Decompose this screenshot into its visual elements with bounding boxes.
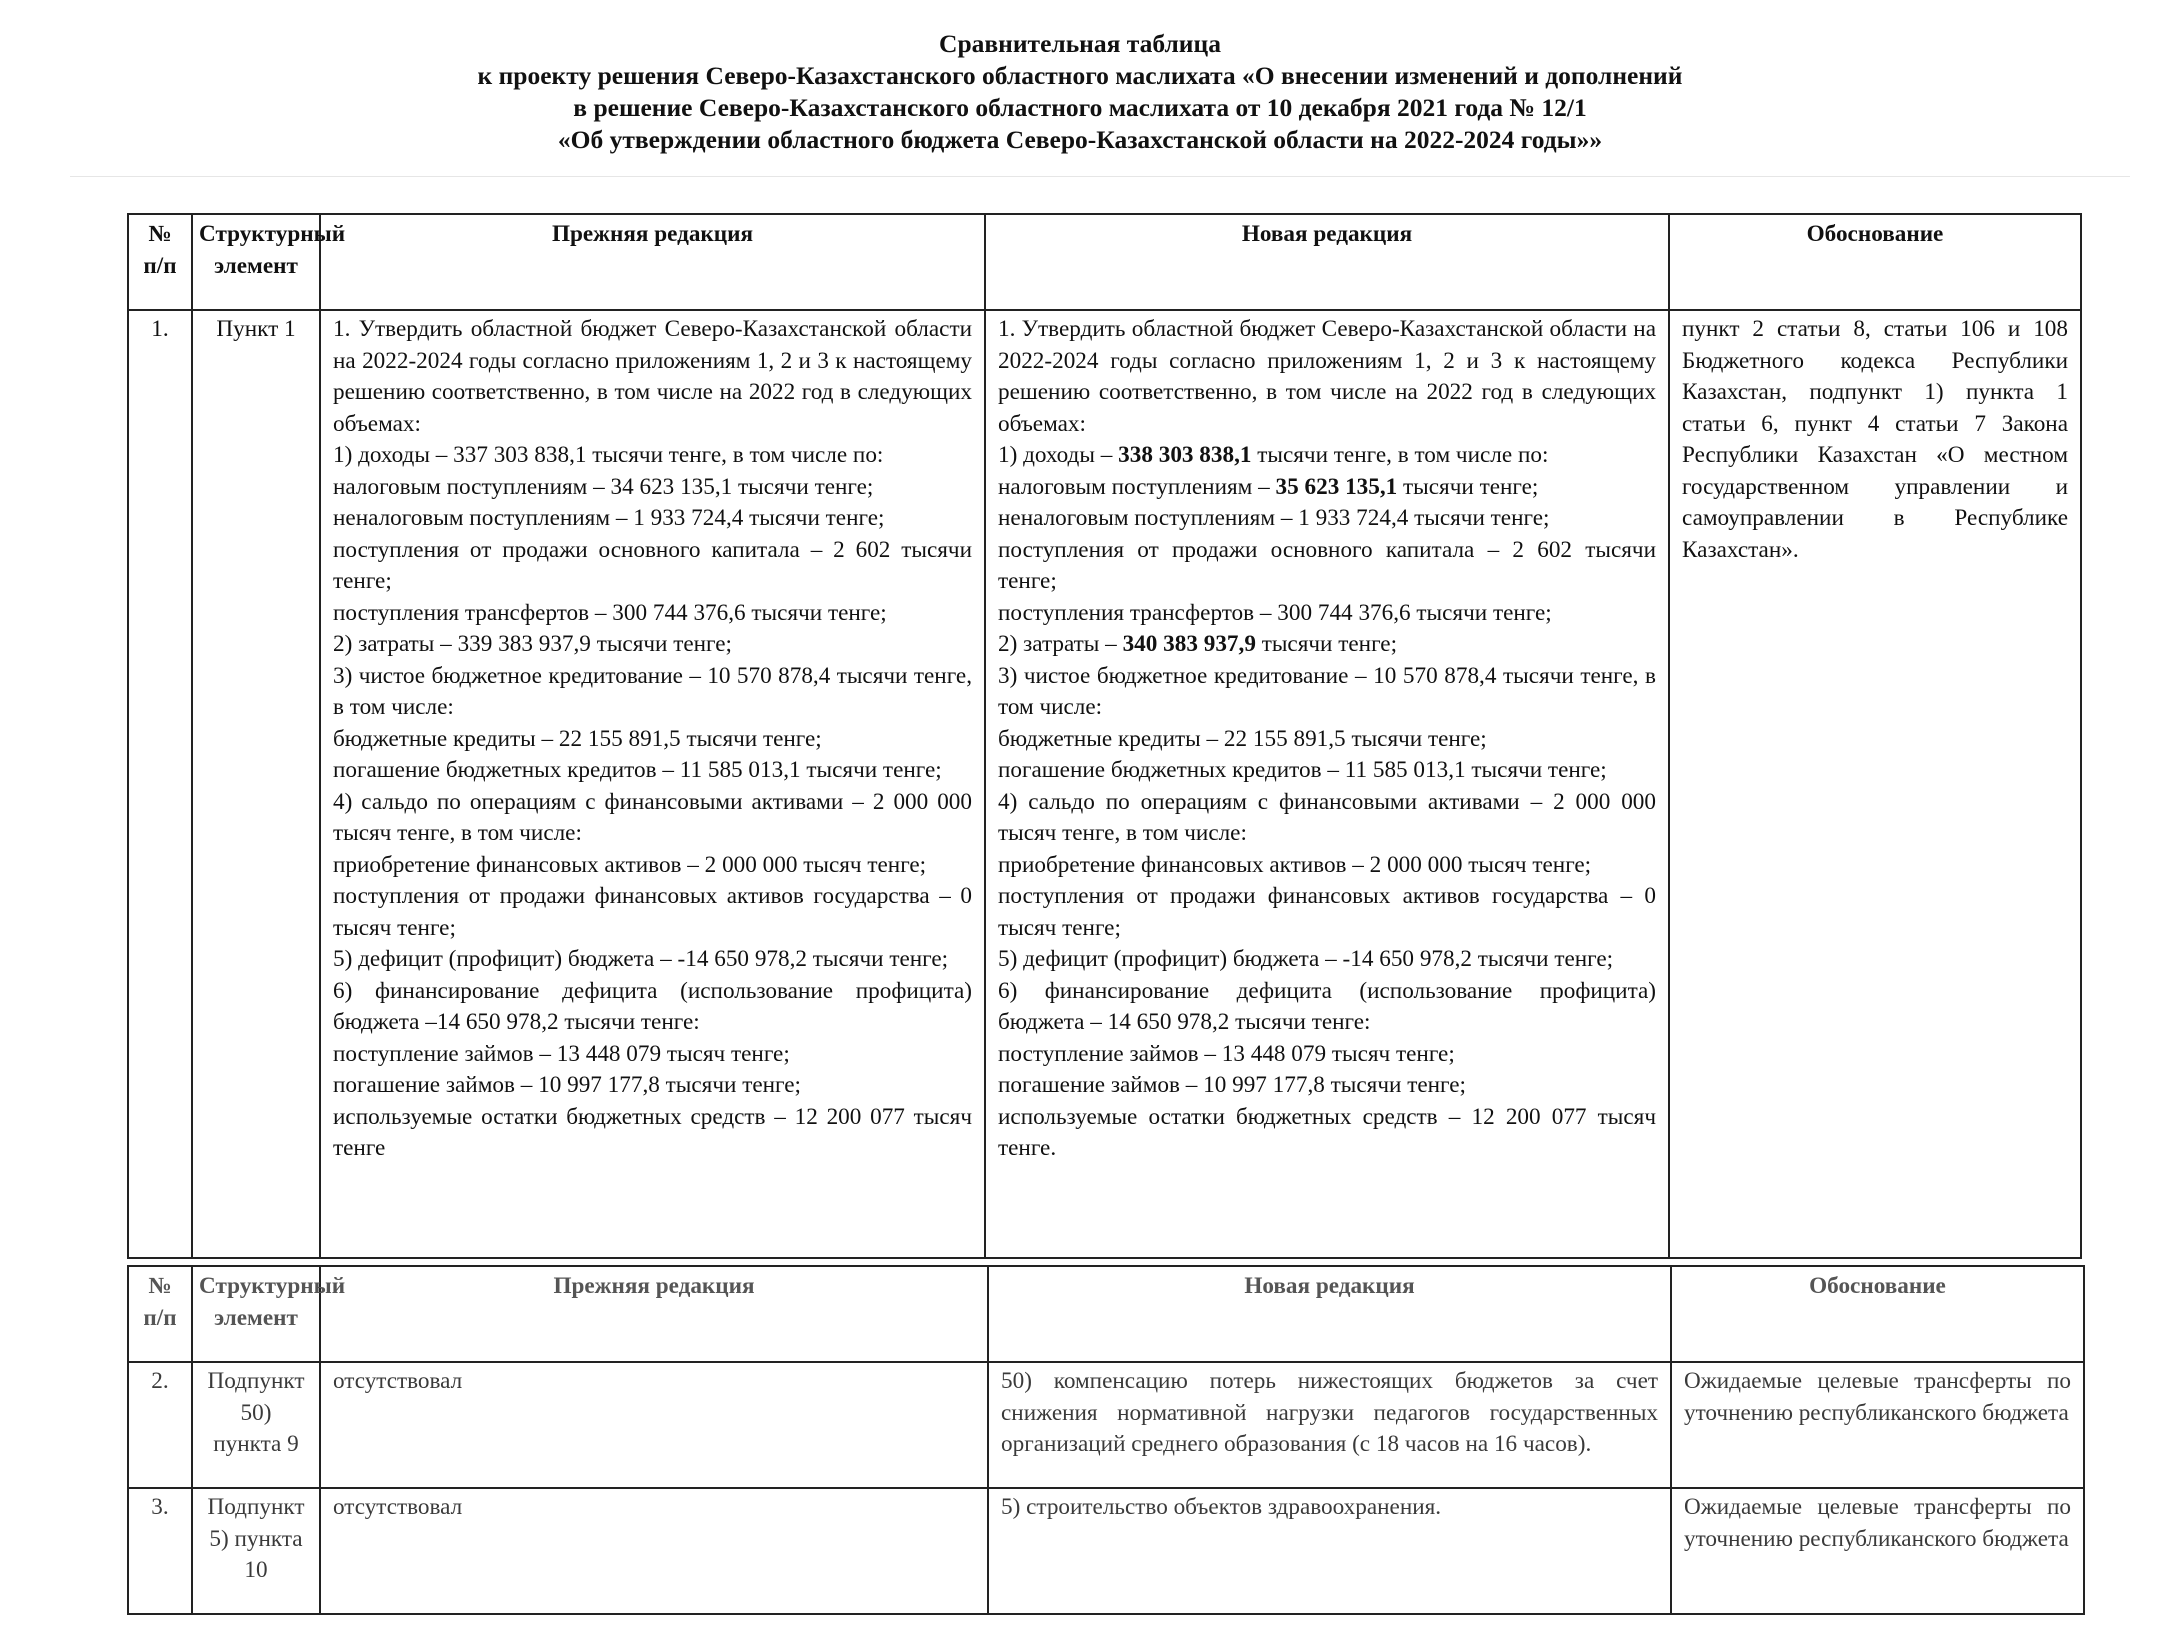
reason-text: пункт 2 статьи 8, статьи 106 и 108 Бюджетного кодекса Республики Казахстан, подпункт 1) пункта 1 статьи 6, пункт 4 статьи 7 Закона Республики Казахстан «О местном государственном управлении и самоуправлении в Республике Казахстан». xyxy=(1682,316,2068,563)
reason-text: Ожидаемые целевые трансферты по уточнению республиканского бюджета xyxy=(1684,1368,2071,1426)
old-edition-cell xyxy=(320,310,985,1258)
new-edition-cell xyxy=(988,1488,1671,1614)
old-line: приобретение финансовых активов – 2 000 000 тысяч тенге; xyxy=(333,851,927,878)
header-new: Новая редакция xyxy=(988,1266,1671,1362)
old-line: налоговым поступлениям – 34 623 135,1 тысячи тенге; xyxy=(333,473,874,500)
header-row xyxy=(128,214,2081,310)
new-line: 3) чистое бюджетное кредитование – 10 570 878,4 тысячи тенге, в том числе: xyxy=(998,662,1656,720)
comparison-table-part-1 xyxy=(127,213,2082,1259)
new-line: используемые остатки бюджетных средств – 12 200 077 тысяч тенге. xyxy=(998,1103,1656,1161)
new-line: 5) дефицит (профицит) бюджета – -14 650 978,2 тысячи тенге; xyxy=(998,946,1614,972)
reason-text: Ожидаемые целевые трансферты по уточнению республиканского бюджета xyxy=(1684,1494,2071,1552)
old-line: поступления от продажи основного капитала – 2 602 тысячи тенге; xyxy=(333,536,972,594)
text-span: 2) затраты – xyxy=(998,631,1123,657)
row-struct: Пункт 1 xyxy=(192,310,320,1258)
table-row xyxy=(128,1488,2084,1614)
new-line: неналоговым поступлениям – 1 933 724,4 тысячи тенге; xyxy=(998,505,1550,531)
header-num: № п/п xyxy=(128,1266,192,1362)
text-span: налоговым поступлениям – xyxy=(998,473,1276,500)
new-edition-cell xyxy=(985,310,1669,1258)
changed-value: 338 303 838,1 xyxy=(1118,442,1252,468)
old-edition-cell: отсутствовал xyxy=(320,1488,988,1614)
old-line: поступления от продажи финансовых активов государства – 0 тысяч тенге; xyxy=(333,883,972,941)
new-text: 50) компенсацию потерь нижестоящих бюджетов за счет снижения нормативной нагрузки педагогов государственных организаций среднего образования (с 18 часов на 16 часов). xyxy=(1001,1368,1658,1457)
new-line-costs xyxy=(998,629,1656,661)
changed-value: 340 383 937,9 xyxy=(1122,631,1256,657)
new-line: поступления от продажи основного капитала – 2 602 тысячи тенге; xyxy=(998,536,1656,594)
row-num: 2. xyxy=(128,1362,192,1488)
row-num: 1. xyxy=(128,310,192,1258)
old-line: 4) сальдо по операциям с финансовыми активами – 2 000 000 тысяч тенге, в том числе: xyxy=(333,788,972,846)
new-line: 4) сальдо по операциям с финансовыми активами – 2 000 000 тысяч тенге, в том числе: xyxy=(998,788,1656,846)
new-edition-cell xyxy=(988,1362,1671,1488)
new-line: приобретение финансовых активов – 2 000 000 тысяч тенге; xyxy=(998,851,1592,878)
header-reason: Обоснование xyxy=(1669,214,2081,310)
new-line: бюджетные кредиты – 22 155 891,5 тысячи тенге; xyxy=(998,725,1487,752)
new-line: поступления трансфертов – 300 744 376,6 тысячи тенге; xyxy=(998,599,1552,626)
old-edition-cell: отсутствовал xyxy=(320,1362,988,1488)
row-num: 3. xyxy=(128,1488,192,1614)
header-struct: Структурный элемент xyxy=(192,1266,320,1362)
new-text: 5) строительство объектов здравоохранения. xyxy=(1001,1494,1442,1520)
reason-cell xyxy=(1669,310,2081,1258)
old-line: погашение бюджетных кредитов – 11 585 013,1 тысячи тенге; xyxy=(333,757,942,783)
new-line-tax xyxy=(998,472,1656,504)
document-title xyxy=(0,28,2160,156)
title-line-1: Сравнительная таблица xyxy=(939,29,1221,58)
old-line: 1. Утвердить областной бюджет Северо-Казахстанской области на 2022-2024 годы согласно приложениям 1, 2 и 3 к настоящему решению соответственно, в том числе на 2022 год в следующих объемах: xyxy=(333,316,972,437)
changed-value: 35 623 135,1 xyxy=(1275,473,1398,500)
header-old: Прежняя редакция xyxy=(320,214,985,310)
title-line-2: к проекту решения Северо-Казахстанского областного маслихата «О внесении изменений и дополнений xyxy=(477,61,1683,90)
comparison-table-part-2 xyxy=(127,1265,2085,1615)
row-struct: Подпункт 5) пункта 10 xyxy=(192,1488,320,1614)
table-row xyxy=(128,310,2081,1258)
text-span: 1) доходы – xyxy=(998,442,1119,468)
text-span: тысячи тенге, в том числе по: xyxy=(1251,442,1549,468)
new-line: погашение бюджетных кредитов – 11 585 013,1 тысячи тенге; xyxy=(998,757,1607,783)
old-line: 2) затраты – 339 383 937,9 тысячи тенге; xyxy=(333,631,732,657)
old-line: используемые остатки бюджетных средств – 12 200 077 тысяч тенге xyxy=(333,1103,972,1161)
header-row xyxy=(128,1266,2084,1362)
old-line: поступления трансфертов – 300 744 376,6 тысячи тенге; xyxy=(333,599,887,626)
old-line: поступление займов – 13 448 079 тысяч тенге; xyxy=(333,1040,790,1067)
header-old: Прежняя редакция xyxy=(320,1266,988,1362)
new-line: поступление займов – 13 448 079 тысяч тенге; xyxy=(998,1040,1455,1067)
new-line: 6) финансирование дефицита (использование профицита) бюджета – 14 650 978,2 тысячи тенге: xyxy=(998,977,1656,1035)
reason-cell xyxy=(1671,1362,2084,1488)
old-line: погашение займов – 10 997 177,8 тысячи тенге; xyxy=(333,1072,801,1098)
title-line-4: «Об утверждении областного бюджета Северо-Казахстанской области на 2022-2024 годы»» xyxy=(557,125,1603,154)
old-line: 3) чистое бюджетное кредитование – 10 570 878,4 тысячи тенге, в том числе: xyxy=(333,662,972,720)
old-line: 6) финансирование дефицита (использование профицита) бюджета –14 650 978,2 тысячи тенге: xyxy=(333,977,972,1035)
header-new: Новая редакция xyxy=(985,214,1669,310)
scan-divider xyxy=(70,176,2130,177)
header-reason: Обоснование xyxy=(1671,1266,2084,1362)
old-line: 1) доходы – 337 303 838,1 тысячи тенге, в том числе по: xyxy=(333,442,884,468)
text-span: тысячи тенге; xyxy=(1255,631,1398,657)
new-line: погашение займов – 10 997 177,8 тысячи тенге; xyxy=(998,1072,1466,1098)
row-struct: Подпункт 50) пункта 9 xyxy=(192,1362,320,1488)
old-line: неналоговым поступлениям – 1 933 724,4 тысячи тенге; xyxy=(333,505,885,531)
old-line: бюджетные кредиты – 22 155 891,5 тысячи тенге; xyxy=(333,725,822,752)
old-line: 5) дефицит (профицит) бюджета – -14 650 978,2 тысячи тенге; xyxy=(333,946,949,972)
new-line-income xyxy=(998,440,1656,472)
table-row xyxy=(128,1362,2084,1488)
new-line: 1. Утвердить областной бюджет Северо-Казахстанской области на 2022-2024 годы согласно приложениям 1, 2 и 3 к настоящему решению соответственно, в том числе на 2022 год в следующих объемах: xyxy=(998,316,1656,437)
header-num: № п/п xyxy=(128,214,192,310)
title-line-3: в решение Северо-Казахстанского областного маслихата от 10 декабря 2021 года № 12/1 xyxy=(573,93,1587,122)
reason-cell xyxy=(1671,1488,2084,1614)
header-struct: Структурный элемент xyxy=(192,214,320,310)
text-span: тысячи тенге; xyxy=(1397,473,1539,500)
new-line: поступления от продажи финансовых активов государства – 0 тысяч тенге; xyxy=(998,883,1656,941)
